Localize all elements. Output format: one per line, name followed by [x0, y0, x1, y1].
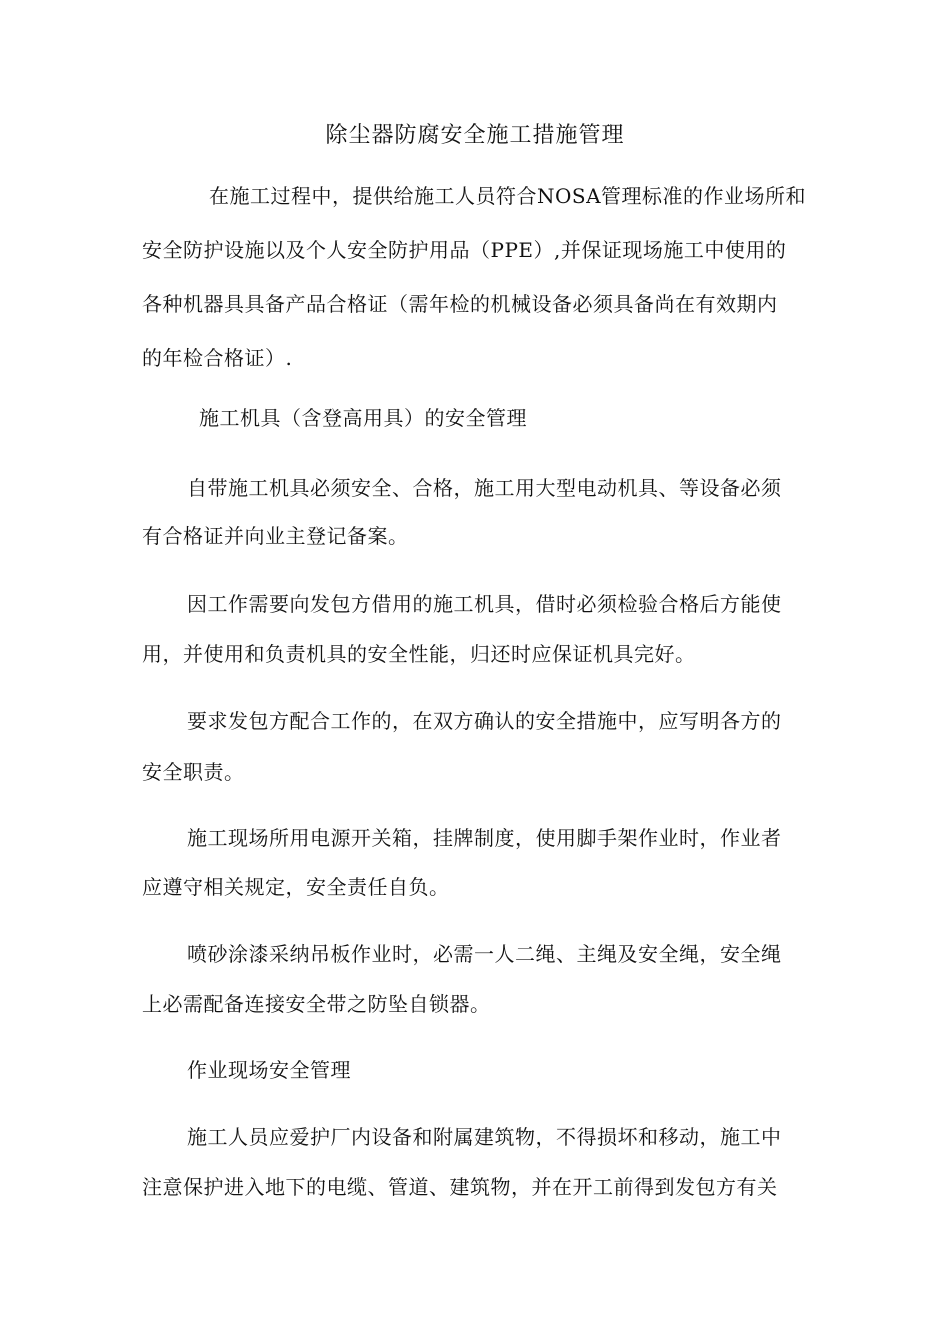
body-line: 安全防护设施以及个人安全防护用品（PPE）,并保证现场施工中使用的	[142, 238, 787, 262]
body-line: 施工人员应爱护厂内设备和附属建筑物，不得损坏和移动，施工中	[187, 1125, 782, 1149]
body-line: 安全职责。	[142, 760, 245, 784]
body-line: 有合格证并向业主登记备案。	[142, 524, 409, 548]
section-heading: 施工机具（含登高用具）的安全管理	[199, 406, 527, 430]
body-line: 在施工过程中，提供给施工人员符合NOSA管理标准的作业场所和	[209, 184, 807, 208]
body-line: 的年检合格证）.	[142, 346, 293, 370]
body-line: 因工作需要向发包方借用的施工机具，借时必须检验合格后方能使	[187, 592, 782, 616]
body-line: 喷砂涂漆采纳吊板作业时，必需一人二绳、主绳及安全绳，安全绳	[187, 942, 782, 966]
body-line: 施工现场所用电源开关箱，挂牌制度，使用脚手架作业时，作业者	[187, 826, 782, 850]
body-line: 自带施工机具必须安全、合格，施工用大型电动机具、等设备必须	[187, 476, 782, 500]
body-line: 要求发包方配合工作的，在双方确认的安全措施中，应写明各方的	[187, 709, 782, 733]
section-heading: 作业现场安全管理	[187, 1058, 351, 1082]
body-line: 用，并使用和负责机具的安全性能，归还时应保证机具完好。	[142, 642, 696, 666]
body-line: 上必需配备连接安全带之防坠自锁器。	[142, 992, 491, 1016]
body-line: 各种机器具具备产品合格证（需年检的机械设备必须具备尚在有效期内	[142, 292, 778, 316]
body-line: 注意保护进入地下的电缆、管道、建筑物，并在开工前得到发包方有关	[142, 1175, 778, 1199]
body-line: 应遵守相关规定，安全责任自负。	[142, 875, 450, 899]
page-title: 除尘器防腐安全施工措施管理	[325, 123, 625, 148]
